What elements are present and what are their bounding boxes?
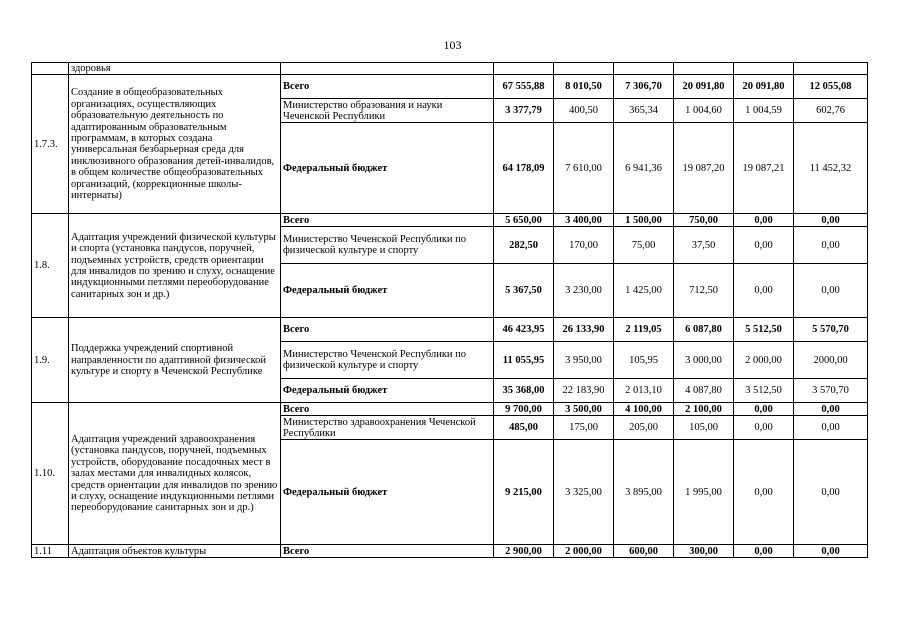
page-number: 103 (443, 38, 462, 52)
empty-cell (674, 63, 734, 75)
year-value: 0,00 (794, 545, 868, 558)
total-value: 67 555,88 (494, 75, 554, 99)
total-value: 3 377,79 (494, 99, 554, 123)
year-value: 0,00 (794, 403, 868, 416)
year-value: 0,00 (734, 545, 794, 558)
total-value: 46 423,95 (494, 318, 554, 342)
funding-source: Всего (281, 403, 494, 416)
year-value: 8 010,50 (554, 75, 614, 99)
year-value: 7 306,70 (614, 75, 674, 99)
year-value: 37,50 (674, 227, 734, 264)
funding-source: Федеральный бюджет (281, 264, 494, 318)
year-value: 600,00 (614, 545, 674, 558)
year-value: 750,00 (674, 214, 734, 227)
continuation-text: здоровья (69, 63, 281, 75)
total-value: 35 368,00 (494, 379, 554, 403)
empty-cell (554, 63, 614, 75)
year-value: 300,00 (674, 545, 734, 558)
year-value: 0,00 (734, 227, 794, 264)
funding-source: Всего (281, 214, 494, 227)
section-name: Поддержка учреждений спортивной направленности по адаптивной физической культуре и спорту в Чеченской Республике (69, 318, 281, 403)
budget-table (31, 62, 868, 558)
year-value: 1 425,00 (614, 264, 674, 318)
continuation-number-cell (32, 63, 69, 75)
year-value: 3 500,00 (554, 403, 614, 416)
section-name: Адаптация учреждений здравоохранения (установка пандусов, поручней, подъемных устройств, оборудование посадочных мест в залах местами для инвалидных колясок, средств ориентации для инвалидов по зрению и слуху, оснащение индукционными петлями переоборудование санитарных зон и др.) (69, 403, 281, 545)
year-value: 6 941,36 (614, 123, 674, 214)
section-number: 1.7.3. (32, 75, 69, 214)
total-value: 2 900,00 (494, 545, 554, 558)
year-value: 175,00 (554, 416, 614, 440)
section-name: Адаптация учреждений физической культуры и спорта (установка пандусов, поручней, подъемных устройств, средств ориентации для инвалидов по зрению и слуху, оснащение индукционными петлями переоборудование санитарных зон и др.) (69, 214, 281, 318)
year-value: 20 091,80 (734, 75, 794, 99)
funding-source: Федеральный бюджет (281, 440, 494, 545)
year-value: 3 895,00 (614, 440, 674, 545)
year-value: 2 119,05 (614, 318, 674, 342)
year-value: 105,95 (614, 342, 674, 379)
year-value: 2 100,00 (674, 403, 734, 416)
table-row (32, 318, 868, 342)
year-value: 22 183,90 (554, 379, 614, 403)
funding-source: Министерство здравоохранения Чеченской Республики (281, 416, 494, 440)
total-value: 485,00 (494, 416, 554, 440)
funding-source: Всего (281, 75, 494, 99)
year-value: 19 087,21 (734, 123, 794, 214)
total-value: 9 700,00 (494, 403, 554, 416)
empty-cell (794, 63, 868, 75)
table-row (32, 75, 868, 99)
funding-source: Всего (281, 318, 494, 342)
year-value: 0,00 (734, 403, 794, 416)
funding-source: Министерство образования и науки Чеченской Республики (281, 99, 494, 123)
year-value: 75,00 (614, 227, 674, 264)
year-value: 0,00 (794, 264, 868, 318)
empty-cell (281, 63, 494, 75)
empty-cell (494, 63, 554, 75)
year-value: 12 055,08 (794, 75, 868, 99)
continuation-row (32, 63, 868, 75)
total-value: 11 055,95 (494, 342, 554, 379)
empty-cell (734, 63, 794, 75)
year-value: 365,34 (614, 99, 674, 123)
funding-source: Министерство Чеченской Республики по физической культуре и спорту (281, 227, 494, 264)
section-name: Создание в общеобразовательных организациях, осуществляющих образовательную деятельность по адаптированным образовательным программам, в которых создана универсальная безбарьерная среда для инклюзивного образования детей-инвалидов, в общем количестве общеобразовательных организаций, (коррекционные школы-интернаты) (69, 75, 281, 214)
funding-source: Федеральный бюджет (281, 123, 494, 214)
year-value: 0,00 (734, 264, 794, 318)
year-value: 4 087,80 (674, 379, 734, 403)
section-name: Адаптация объектов культуры (69, 545, 281, 558)
year-value: 6 087,80 (674, 318, 734, 342)
total-value: 5 367,50 (494, 264, 554, 318)
year-value: 0,00 (734, 214, 794, 227)
year-value: 205,00 (614, 416, 674, 440)
year-value: 2 013,10 (614, 379, 674, 403)
year-value: 7 610,00 (554, 123, 614, 214)
year-value: 3 000,00 (674, 342, 734, 379)
year-value: 1 004,60 (674, 99, 734, 123)
table-row (32, 545, 868, 558)
year-value: 0,00 (794, 440, 868, 545)
year-value: 0,00 (794, 214, 868, 227)
section-number: 1.8. (32, 214, 69, 318)
section-number: 1.10. (32, 403, 69, 545)
empty-cell (614, 63, 674, 75)
year-value: 1 004,59 (734, 99, 794, 123)
year-value: 3 400,00 (554, 214, 614, 227)
funding-source: Федеральный бюджет (281, 379, 494, 403)
funding-source: Всего (281, 545, 494, 558)
year-value: 0,00 (794, 227, 868, 264)
year-value: 2 000,00 (554, 545, 614, 558)
total-value: 282,50 (494, 227, 554, 264)
total-value: 64 178,09 (494, 123, 554, 214)
year-value: 1 500,00 (614, 214, 674, 227)
year-value: 3 325,00 (554, 440, 614, 545)
year-value: 2000,00 (794, 342, 868, 379)
year-value: 3 230,00 (554, 264, 614, 318)
table-row (32, 403, 868, 416)
year-value: 0,00 (794, 416, 868, 440)
year-value: 19 087,20 (674, 123, 734, 214)
table-row (32, 214, 868, 227)
year-value: 2 000,00 (734, 342, 794, 379)
year-value: 170,00 (554, 227, 614, 264)
year-value: 712,50 (674, 264, 734, 318)
year-value: 105,00 (674, 416, 734, 440)
year-value: 4 100,00 (614, 403, 674, 416)
year-value: 602,76 (794, 99, 868, 123)
year-value: 20 091,80 (674, 75, 734, 99)
year-value: 0,00 (734, 440, 794, 545)
year-value: 1 995,00 (674, 440, 734, 545)
total-value: 5 650,00 (494, 214, 554, 227)
year-value: 5 512,50 (734, 318, 794, 342)
funding-source: Министерство Чеченской Республики по физической культуре и спорту (281, 342, 494, 379)
total-value: 9 215,00 (494, 440, 554, 545)
year-value: 400,50 (554, 99, 614, 123)
year-value: 11 452,32 (794, 123, 868, 214)
year-value: 3 950,00 (554, 342, 614, 379)
year-value: 3 512,50 (734, 379, 794, 403)
year-value: 0,00 (734, 416, 794, 440)
year-value: 3 570,70 (794, 379, 868, 403)
section-number: 1.9. (32, 318, 69, 403)
year-value: 5 570,70 (794, 318, 868, 342)
year-value: 26 133,90 (554, 318, 614, 342)
section-number: 1.11 (32, 545, 69, 558)
